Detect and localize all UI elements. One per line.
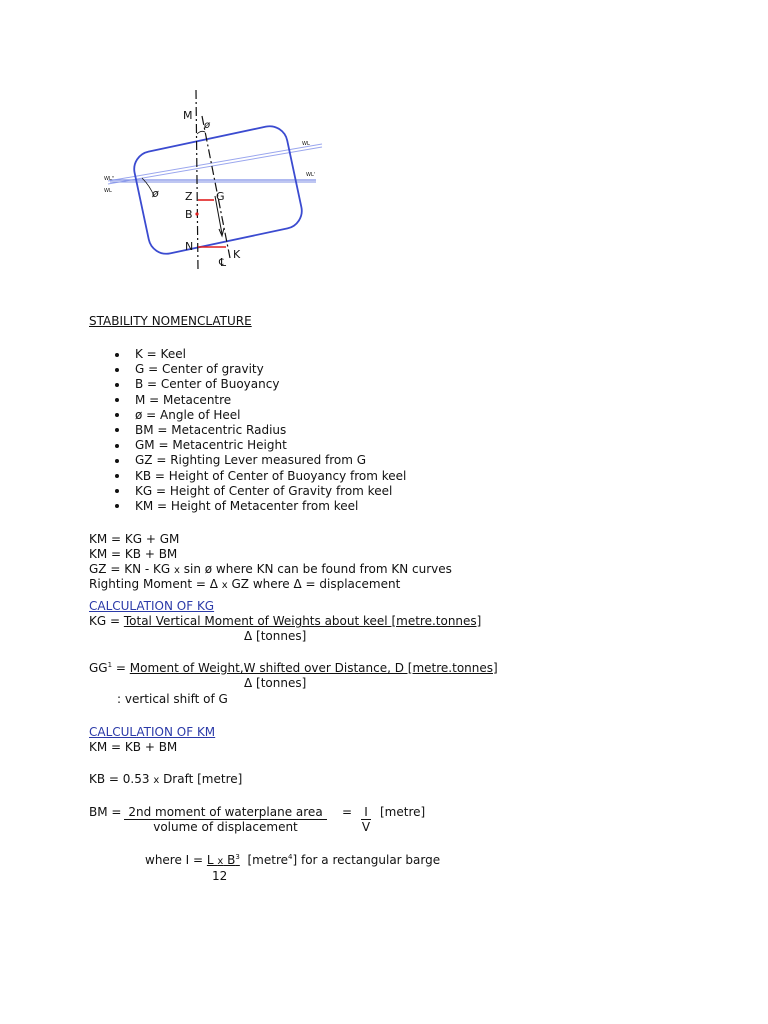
bullet-icon <box>115 428 119 432</box>
list-item <box>112 423 406 438</box>
list-item-text: GM = Metacentric Height <box>135 438 287 453</box>
list-item <box>112 408 406 423</box>
kg-denominator: Δ [tonnes] <box>244 629 307 643</box>
list-item <box>112 484 406 499</box>
bm-denominator: volume of displacement <box>153 820 298 834</box>
gg-note: : vertical shift of G <box>117 692 228 706</box>
label-k: K <box>233 248 241 261</box>
list-item <box>112 453 406 468</box>
list-item <box>112 347 406 362</box>
label-g: G <box>216 190 225 203</box>
equation-rm-part-a: Righting Moment = Δ <box>89 577 222 591</box>
bm-numerator: 2nd moment of waterplane area <box>124 805 327 820</box>
bm-i: I <box>361 805 371 820</box>
equation-righting-moment <box>89 577 400 593</box>
label-n: N <box>185 240 194 253</box>
equation-gz-part-b: sin ø where KN can be found from KN curves <box>179 562 452 576</box>
list-item-text: KB = Height of Center of Buoyancy from keel <box>135 468 407 483</box>
stability-diagram <box>98 86 330 274</box>
times-symbol: x <box>221 580 228 591</box>
list-item <box>112 499 406 514</box>
bm-prefix: BM = <box>89 805 122 819</box>
heel-angle-arc-top <box>197 131 205 134</box>
kb-part-b: Draft [metre] <box>159 772 243 786</box>
buoyancy-point <box>195 212 198 215</box>
label-wl-right: WL' <box>306 172 316 178</box>
bullet-icon <box>115 368 119 372</box>
list-item-text: BM = Metacentric Radius <box>135 422 287 437</box>
equation-km-kb-bm: KM = KB + BM <box>89 547 178 561</box>
list-item <box>112 438 406 453</box>
list-item <box>112 377 406 392</box>
equation-km-kg-gm: KM = KG + GM <box>89 532 180 546</box>
where-denominator: 12 <box>212 869 228 883</box>
bm-equals: = <box>342 805 353 819</box>
gg-equals: = <box>112 661 130 675</box>
equation-gg1 <box>89 661 498 676</box>
label-z: Z <box>185 190 193 203</box>
where-b: B <box>223 853 236 867</box>
where-unit-b: ] for a rectangular barge <box>292 853 441 867</box>
label-m: M <box>183 109 193 122</box>
where-numerator <box>207 853 240 867</box>
list-item <box>112 393 406 408</box>
times-symbol: x <box>217 856 224 867</box>
label-b: B <box>185 208 193 221</box>
where-unit-superscript: 4 <box>288 853 293 861</box>
label-phi-left: ø <box>152 187 159 200</box>
bullet-icon <box>115 459 119 463</box>
list-item-text: K = Keel <box>135 347 186 361</box>
equation-kb <box>89 772 242 788</box>
where-i <box>145 853 440 869</box>
equation-kg <box>89 614 481 629</box>
where-b-superscript: 3 <box>235 853 240 861</box>
label-wl-left: WL" <box>104 176 115 182</box>
bullet-icon <box>115 444 119 448</box>
gg-superscript: 1 <box>107 661 113 669</box>
bullet-icon <box>115 383 119 387</box>
bm-unit: [metre] <box>380 805 426 819</box>
gg-denominator: Δ [tonnes] <box>244 676 307 690</box>
where-prefix: where I = <box>145 853 207 867</box>
label-wl-right-top: WL <box>302 141 310 147</box>
nomenclature-list <box>112 347 406 514</box>
bullet-icon <box>115 489 119 493</box>
calc-kg-title: CALCULATION OF KG <box>89 599 215 613</box>
calc-km-title: CALCULATION OF KM <box>89 725 216 739</box>
gg-prefix: GG <box>89 661 108 675</box>
list-item-text: KM = Height of Metacenter from keel <box>135 498 359 513</box>
list-item-text: GZ = Righting Lever measured from G <box>135 453 367 468</box>
times-symbol: x <box>153 775 160 786</box>
bullet-icon <box>115 413 119 417</box>
times-symbol: x <box>174 565 180 576</box>
gg-numerator: Moment of Weight,W shifted over Distance, D [metre.tonnes] <box>129 661 498 675</box>
where-l: L <box>206 853 218 867</box>
where-unit-a: [metre <box>247 853 288 867</box>
bullet-icon <box>115 398 119 402</box>
bullet-icon <box>115 353 119 357</box>
list-item-text: M = Metacentre <box>135 392 232 407</box>
equation-gz-part-a: GZ = KN - KG <box>89 562 174 576</box>
equation-rm-part-b: GZ where Δ = displacement <box>227 577 401 591</box>
list-item-text: G = Center of gravity <box>135 362 264 377</box>
list-item <box>112 362 406 377</box>
bullet-icon <box>115 474 119 478</box>
label-phi-top: ø <box>204 120 211 131</box>
kb-part-a: KB = 0.53 <box>89 772 154 786</box>
equation-km: KM = KB + BM <box>89 740 178 754</box>
equation-gz <box>89 562 452 578</box>
list-item-text: ø = Angle of Heel <box>135 407 241 422</box>
list-item <box>112 469 406 484</box>
list-item-text: KG = Height of Center of Gravity from keel <box>135 483 393 498</box>
label-centerline: ℄ <box>219 256 227 269</box>
bullet-icon <box>115 504 119 508</box>
bm-v: V <box>361 820 371 834</box>
section-heading: STABILITY NOMENCLATURE <box>89 314 252 328</box>
label-wl-left-bottom: WL <box>104 188 112 194</box>
kg-numerator: Total Vertical Moment of Weights about keel [metre.tonnes] <box>123 614 482 628</box>
kg-prefix: KG = <box>89 614 124 628</box>
list-item-text: B = Center of Buoyancy <box>135 377 280 392</box>
